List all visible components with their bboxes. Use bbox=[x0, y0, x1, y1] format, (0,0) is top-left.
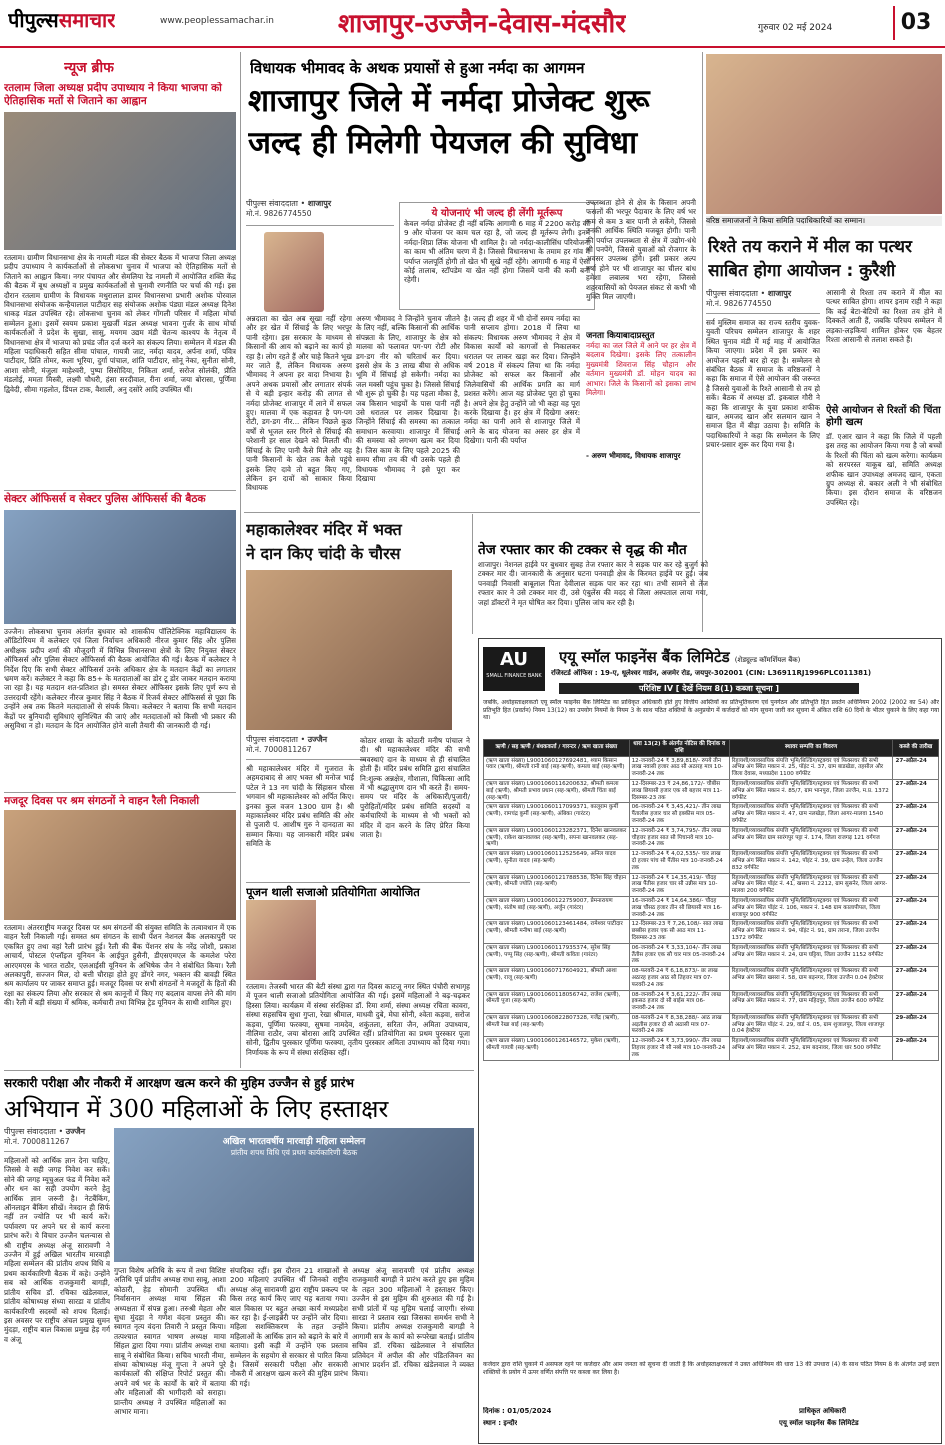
right-headline-line1[interactable]: रिश्ते तय कराने में मील का पत्थर bbox=[708, 237, 912, 257]
brief3-photo bbox=[4, 810, 236, 920]
banner-title: अखिल भारतवर्षीय मारवाड़ी महिला सम्मेलन bbox=[222, 1137, 366, 1147]
bottom-col3: संपादिका रहीं। इस दौरान 21 शाखाओं से 200 महिलाएं उपस्थित थीं जिनको राष्ट्रीय अध्यक्ष अंजू सारावणी द्वारा राष्ट्रीय प्रकल्प पर किस तरह कार्य किए जाए यह बताया गया। बाल विकास पर बहुत अच्छा कार्य मध्यप्रदेश कर रहा है। ई-लाइब्रेरी पर उन्होंने जोर दिया। महिला सशक्तिकरण के तहत उन्होंने महिलाओं के आर्थिक ज्ञान को बढ़ाने के बारे में बताया। इसी कड़ी में उन्होंने एक प्रस्ताव सम्मेलन के सहयोग से सरकार से पारित किया है। जिसमें सरकारी परीक्षा और सरकारी नौकरी में आरक्षण खत्म करने की मुहिम प्रारंभ की गई। bbox=[230, 1266, 348, 1388]
right-headline-line2[interactable]: साबित होगा आयोजन : कुरैशी bbox=[708, 261, 896, 281]
lead-byline: पीपुल्स संवाददाता • शाजापुर मो.नं. 9826774550 bbox=[246, 198, 394, 226]
cell-property: रिहायशी/व्यावसायिक संपत्ति भूमि/बिल्डिंग/स्ट्रक्चर एवं फिक्सचर की सभी अभिन्न अंग स्थित पॉइंट नं. 106, मकान नं. 148 ग्राम कालापीपल, जिला शाजापुर 900 वर्गफीट bbox=[729, 896, 893, 919]
col-borrower: ऋणी / सह ऋणी / बंधककर्ता / गारन्टर / ऋण खाता संख्या bbox=[484, 740, 630, 757]
bank-table-row bbox=[484, 873, 939, 896]
mahakal-col2: कोठार शाखा के कोठारी मनीष पांचाल ने दी। श्री महाकालेश्वर मंदिर की सभी व्यवस्थाएं दान के माध्यम से ही संचालित होती हैं। मंदिर प्रबंध समिति द्वारा संचालित नि:शुल्क अन्नक्षेत्र, गौशाला, चिकित्सा आदि में भी श्रद्धालुगण दान भी करते हैं। समय-समय पर मंदिर के अधिकारी/पुजारी/पुरोहितों/मंदिर प्रबंध समिति सदस्यों व कर्मचारियों के माध्यम से भी भक्तों को मंदिर में दान करने के लिए प्रेरित किया जाता है। bbox=[360, 736, 470, 840]
website-link[interactable]: www.peoplessamachar.in bbox=[160, 16, 274, 26]
cell-borrower: (ऋण खाता संख्या) L9001060116200632, श्रीमती कमला बाई (ऋणी), श्रीमती प्रभाव प्रधान (सह-ऋणी), श्रीमती चिंता बाई (सह-ऋणी) bbox=[484, 779, 630, 802]
plan-box bbox=[399, 202, 595, 310]
cell-notice: 12-जनवरी-24 ₹ 4,02,535/- चार लाख दो हजार पांच सौ पैंतीस मात्र 10-जनवरी-24 तक bbox=[629, 850, 729, 873]
lead-headline-line2[interactable]: जल्द ही मिलेगी पेयजल की सुविधा bbox=[248, 125, 638, 161]
col-date: कब्जे की तारीख bbox=[893, 740, 939, 757]
bank-table-row bbox=[484, 967, 939, 990]
cell-borrower: (ऋण खाता संख्या) L9001060121788538, दिनेश सिंह चौहान (ऋणी), श्रीमती ज्योति (सह-ऋणी) bbox=[484, 873, 630, 896]
bank-date: दिनांक : 01/05/2024 bbox=[483, 1407, 552, 1415]
masthead bbox=[0, 0, 945, 48]
cell-property: रिहायशी/व्यावसायिक संपत्ति भूमि/बिल्डिंग/स्ट्रक्चर एवं फिक्सचर की सभी अभिन्न अंग स्थित मकान नं. 77, ग्राम महिदपुर, जिला उज्जैन 600 वर्गफीट bbox=[729, 990, 893, 1013]
cell-notice: 08-फरवरी-24 ₹ 6,18,873/- छः लाख अठारह हजार आठ सौ तिहत्तर मात्र 07-फरवरी-24 तक bbox=[629, 967, 729, 990]
cell-date: 27-अप्रैल-24 bbox=[893, 850, 939, 873]
bank-table-row bbox=[484, 943, 939, 966]
cell-property: रिहायशी/व्यावसायिक संपत्ति भूमि/बिल्डिंग/स्ट्रक्चर एवं फिक्सचर की सभी अभिन्न अंग स्थित मकान नं. 94, पॉइंट नं. 91, ग्राम तराना, जिला उज्जैन 1372 वर्गफीट bbox=[729, 920, 893, 943]
cell-borrower: (ऋण खाता संख्या) L9001060123282371, दिनेश खानवलकर (ऋणी), राकेश खानवलकर (सह-ऋणी), सपना खानवलकर (सह-ऋणी) bbox=[484, 826, 630, 849]
lead-location: शाजापुर bbox=[307, 199, 332, 208]
right-photo bbox=[706, 54, 942, 214]
bottom-reporter: पीपुल्स संवाददाता bbox=[4, 1127, 56, 1136]
mahakal-col1: श्री महाकालेश्वर मंदिर में गुजरात के अहमदाबाद से आए भक्त श्री मनोज भाई पटेल ने 13 नग चांदी के सिंहासन चौरस भगवान श्री महाकालेश्वर को अर्पित किए। इनका कुल वजन 1300 ग्राम है। श्री महाकालेश्वर मंदिर प्रबंध समिति की ओर से पुजारी पं. आशीष गुरु ने दानदाता का सम्मान किया। यह जानकारी मंदिर प्रबंध समिति के bbox=[246, 764, 354, 849]
mahakal-location: उज्जैन bbox=[307, 735, 328, 744]
page-number: 03 bbox=[893, 6, 937, 40]
cell-borrower: (ऋण खाता संख्या) L9001060122759007, प्रेमनारायण (ऋणी), संतोष बाई (सह-ऋणी), अर्जुन (गारंटर) bbox=[484, 896, 630, 919]
bank-name bbox=[559, 647, 939, 667]
cell-date: 27-अप्रैल-24 bbox=[893, 873, 939, 896]
bank-logo-sub: SMALL FINANCE BANK bbox=[486, 673, 542, 679]
bank-footer: कर्जदार द्वारा राशि चुकाने में असफल रहने पर कर्जदार और आम जनता को सूचना दी जाती है कि अधोहस्ताक्षरकर्ता ने उक्त अधिनियम की धारा 13 की उपधारा (4) के साथ पठित नियम 8 के अंतर्गत उन्हें प्रदत्त शक्तियों के प्रयोग में ऊपर वर्णित संपत्ति पर कब्जा कर लिया है। bbox=[483, 1361, 939, 1376]
bank-appendix: परिशिष्ट IV [ देखें नियम 8(1) कब्जा सूचना ] bbox=[559, 683, 859, 694]
lead-story bbox=[244, 52, 698, 506]
bottom-col4: अध्यक्ष अंजू सारावणी एवं प्रांतीय अध्यक्ष राजकुमारी बागड़ी ने प्रारंभ करते हुए इस मुहिम के तहत 300 महिलाओं ने हस्ताक्षर किए। उज्जैन से इस मुहिम की शुरुआत की गई है। सभी प्रांतों में यह मुहिम चलाई जाएगी। संध्या सारडा ने प्रस्ताव रखा जिसका समर्थन सभी ने किया। प्रांतीय अध्यक्ष राजकुमारी बागड़ी ने आगामी सत्र के कार्य को रूपरेखा बताई। प्रांतीय सचिव डॉ. रचिका खंडेलवाल ने संचालित प्रतिवेदन में अपील की और पंडितजिवन का आभार प्रदर्शन डॉ. रचिका खंडेलवाल ने व्यक्त किया। bbox=[352, 1266, 474, 1379]
cell-date: 27-अप्रैल-24 bbox=[893, 920, 939, 943]
bank-officer-bank: एयू स्मॉल फाइनेंस बैंक लिमिटेड bbox=[779, 1419, 859, 1427]
mahakal-photo bbox=[246, 570, 452, 730]
bank-officer: प्राधिकृत अधिकारी bbox=[799, 1407, 847, 1415]
cell-borrower: (ऋण खाता संख्या) L9001060112525649, अनिल यादव (ऋणी), सुनीता यादव (सह-ऋणी) bbox=[484, 850, 630, 873]
cell-notice: 08-जनवरी-24 ₹ 3,61,222/- तीन लाख इकसठ हजार दो सौ बाईस मात्र 06-जनवरी-24 तक bbox=[629, 990, 729, 1013]
mahakal-headline-line2[interactable]: ने दान किए चांदी के चौरस bbox=[246, 544, 401, 563]
lead-mobile: मो.नं. 9826774550 bbox=[246, 209, 312, 218]
cell-notice: 12-जनवरी-24 ₹ 3,89,818/- रुपये तीन लाख नवासी हजार आठ सौ अठारह मात्र 10-जनवरी-24 तक bbox=[629, 756, 729, 779]
cell-date: 27-अप्रैल-24 bbox=[893, 779, 939, 802]
cell-notice: 12-जनवरी-24 ₹ 3,74,795/- तीन लाख चौहत्तर हजार सात सौ पिचानवे मात्र 10-जनवरी-24 तक bbox=[629, 826, 729, 849]
issue-date: गुरुवार 02 मई 2024 bbox=[758, 23, 833, 33]
cell-borrower: (ऋण खाता संख्या) L9001060127692481, श्याम किसान पवार (ऋणी), श्रीमती रानी बाई (सह-ऋणी), कमला बाई (सह-ऋणी) bbox=[484, 756, 630, 779]
right-location: शाजापुर bbox=[767, 289, 792, 298]
cell-date: 29-अप्रैल-24 bbox=[893, 1013, 939, 1036]
cell-date: 27-अप्रैल-24 bbox=[893, 896, 939, 919]
bank-reg-office: रजिस्टर्ड ऑफिस : 19-ए, धूलेश्वर गार्डन, अजमेर रोड, जयपुर-302001 (CIN: L36911RJ1996PLC011381) bbox=[551, 669, 872, 677]
cell-borrower: (ऋण खाता संख्या) L9001060822807328, गजेंद्र (ऋणी), श्रीमती रेखा बाई (सह-ऋणी) bbox=[484, 1013, 630, 1036]
cell-date: 27-अप्रैल-24 bbox=[893, 803, 939, 826]
lead-col1: अन्नदाता का खेत अब सूखा नहीं रहेगा और हर खेत में सिंचाई के लिए भरपूर पानी रहेगा। इस सरकार के माध्यम से किसानों की आय को बढ़ाने का कार्य हो रहा है। लोग रहते हैं और चाहे कितने भूख मर जाते हैं, लेकिन विधायक अरुण भीमावद ने अपना हर वादा निभाया है। अपने अथक प्रयासों और लगातार संपर्क से ये बड़ी इन्हार करोड़ की लागत से नर्मदा प्रोजेक्ट शाजापुर में लाने में सफल हुए। मालवा में एक कहावत है पग-पग रोटी, डग-डग नीर... लेकिन पिछले कुछ वर्षों से भूजल स्तर गिरने से सिंचाई की परेशानी हर साल देखने को मिलती थी। सिंचाई के लिए पानी कैसे मिले और यह पानी किसानों के खेत तक कैसे पहुंचे इसके लिए दावे तो बहुत किए गए, लेकिन इन दावों को साकार किया विधायक bbox=[246, 314, 352, 493]
bottom-location: उज्जैन bbox=[65, 1127, 86, 1136]
bank-table-row bbox=[484, 896, 939, 919]
bank-logo-top: AU bbox=[500, 649, 528, 670]
brief3-headline[interactable]: मजदूर दिवस पर श्रम संगठनों ने वाहन रैली निकाली bbox=[4, 792, 236, 808]
brief1-body: रतलाम। ग्रामीण विधानसभा क्षेत्र के नामली मंडल की सेक्टर बैठक में भाजपा जिला अध्यक्ष प्रदीप उपाध्याय ने कार्यकर्ताओं से लोकसभा चुनाव में भाजपा को ऐतिहासिक मतों से जिताने का आह्वान किया। नगर पंचायत और सेमलिया रेड नामली में आयोजित शक्ति केंद्र की बैठक में बूथ अध्यक्षों व प्रमुख कार्यकर्ताओं से चुनावी रणनीति पर चर्चा की गई। इस दौरान रतलाम ग्रामीण के विधायक मथुरालाल डामर विधानसभा प्रभारी अशोक पोरवाल विधानसभा संयोजक कन्हैयालाल पाटीदार सह संयोजक अशोक पंड्या मंडल अध्यक्ष दिनेश धाकड़ मंडल उपस्थित रहे। लोकसभा चुनाव को लेकर गोंगली परिसर में महिला मोर्चा सम्मेलन हुआ। इसमें स्वयम प्रकाश मुखर्जी मंडल अध्यक्ष भावना गुर्जर के साथ मोर्चा कार्यकर्ताओं ने प्रदेश के सुखा, सासु, मयगम उद्यम मंडी चेतन्य काश्यप के नेतृत्व में विधानसभा क्षेत्र में भाजपा को प्रचंड जीत दर्ज करने का संकल्प लिया। सम्मेलन में मंडल की महिला पदाधिकारी सहित सीमा पांचाल, गायत्री जाट, नर्मदा यादव, अर्पना शर्मा, पवित्र पाटीदार, प्रिति तोमर, कला भूरिया, दुर्गा पांचाल, शांति पाटीदार, सोनू नेका, सुनीता सोनी, आशा सोनी, मंजुला माहेश्वरी, पुष्पा सिसोदिया, निकिता शर्मा, सरोज सोलंकी, प्रीति मंडलोई, ममता मिस्त्री, लक्ष्मी चौधरी, हंसा सरदीवाल, रीना शर्मा, जया बोरासा, पूर्णिमा द्विवेदी, सीमा गहलोत, डिंपल टाक, वैशाली, अनु दसोरे आदि उपस्थित थीं। bbox=[4, 253, 236, 394]
lead-headline-line1[interactable]: शाजापुर जिले में नर्मदा प्रोजेक्ट शुरू bbox=[248, 83, 650, 119]
bank-table-row bbox=[484, 756, 939, 779]
cell-date: 27-अप्रैल-24 bbox=[893, 967, 939, 990]
cell-property: रिहायशी/व्यावसायिक संपत्ति भूमि/बिल्डिंग/स्ट्रक्चर एवं फिक्सचर की सभी अभिन्न अंग स्थित पॉइंट नं. 41, खसरा नं. 2212, ग्राम सुसनेर, जिला आगर-मालवा 200 वर्गफीट bbox=[729, 873, 893, 896]
plan-box-body: केवल नर्मदा प्रोजेक्ट ही नहीं बल्कि आगामी 6 माह में 2200 करोड़ की 9 और योजना पर काम चल रहा है, जो जल्द ही मूर्तरूप लेगी। इनमें नर्मदा-शिप्रा लिंक योजना भी शामिल है। जो नर्मदा-कालीसिंध परियोजना का काम भी अंतिम चरण में है। जिससे विधानसभा के तमाम हर गांव में पर्याप्त जलपूर्ति होगी तो खेत भी सूखे नहीं रहेंगे। आगामी 6 माह में ऐसा कोई तालाब, स्टॉपडेम या खेत नहीं होगा जिसमें पानी की कमी बनी रहेगी। bbox=[404, 219, 590, 285]
bank-table bbox=[483, 739, 939, 1061]
bank-place: स्थान : इन्दौर bbox=[483, 1419, 518, 1427]
bank-intro: जबकि, अधोहस्ताक्षरकर्ता एयू स्मॉल फाइनेंस बैंक लिमिटेड का प्राधिकृत अधिकारी होते हुए वित्तीय आस्तियों का प्रतिभूतिकरण एवं पुनर्गठन और प्रतिभूति हित प्रवर्तन अधिनियम 2002 (2002 का 54) और प्रतिभूति हित (प्रवर्तन) नियम 13(12) का उपयोग नियमों के नियम 3 के साथ पठित शक्तियों के अनुप्रयोग में कर्जदारों को मांग सूचना जारी कर सूचना में अंकित राशि 60 दिनों के भीतर चुकाने के लिए कहा गया था। bbox=[483, 699, 939, 721]
right-col2-body: आसानी से रिश्ता तय कराने में मील का पत्थर साबित होगा। शायर इनाम राही ने कहा कि कई बेटा-बेटियों का रिश्ता तय होने में दिक्कतें आती हैं, जबकि परिचय सम्मेलन में लड़का-लड़कियां शामिल होकर एक बेहतर रिश्ता आसानी से तलाश सकते हैं। bbox=[826, 288, 942, 345]
bank-table-row bbox=[484, 803, 939, 826]
right-col2 bbox=[826, 288, 942, 630]
cell-date: 27-अप्रैल-24 bbox=[893, 756, 939, 779]
bank-table-row bbox=[484, 850, 939, 873]
lead-col4-subhead: जनता कियाबादाप्रस्तुत bbox=[586, 331, 655, 341]
brief2-headline[interactable]: सेक्टर ऑफिसर्स व सेक्टर पुलिस ऑफिसर्स की बैठक bbox=[4, 490, 236, 506]
right-byline: पीपुल्स संवाददाता • शाजापुर मो.नं. 9826774550 bbox=[706, 288, 820, 314]
cell-property: रिहायशी/व्यावसायिक संपत्ति भूमि/बिल्डिंग/स्ट्रक्चर एवं फिक्सचर की सभी अभिन्न अंग स्थित मकान नं. 142, पॉइंट नं. 39, ग्राम उन्हेल, जिला उज्जैन 832 वर्गफीट bbox=[729, 850, 893, 873]
cell-notice: 12-दिसम्बर-23 ₹ 24,86,172/- चौबीस लाख छियासी हजार एक सौ बहत्तर मात्र 11-दिसम्बर-23 तक bbox=[629, 779, 729, 802]
cell-property: रिहायशी/व्यावसायिक संपत्ति भूमि/बिल्डिंग/स्ट्रक्चर एवं फिक्सचर की सभी अभिन्न अंग स्थित मकान नं. 25, पॉइंट नं. 37, ग्राम बाडखेडा, तहसील और जिला देवास, मध्यप्रदेश 1100 वर्गफीट bbox=[729, 756, 893, 779]
bottom-col2: गुप्ता विशेष अतिथि के रूप में तथा विशिष्ट अतिथि पूर्व प्रांतीय अध्यक्ष राधा साबू, आशा कोठारी, हेड़ सोमानी उपस्थित थीं। निर्वासनान अध्यक्ष माया सिंहल की अध्यक्षता में संपन्न हुआ। तरुश्री मेहता और सुधा मुंदड़ा ने गणेश वंदना प्रस्तुत की। स्वागत नृत्य वंदना तिवारी ने प्रस्तुत किया। तत्पश्चात स्वागत भाषण अध्यक्ष माया सिंहल द्वारा दिया गया। प्रांतीय अध्यक्ष राधा साबू ने संबोधित किया। सचिव भारती नीमा, संध्या कोषाध्यक्ष मंजू गुप्ता ने अपने पूरे कार्यकालों की संक्षिप्त रिपोर्ट प्रस्तुत की। अपने वर्ष भर के कार्यों के बारे में बताया और महिलाओं की भागीदारी को सराहा। प्रान्तीय अध्यक्ष ने उपस्थित महिलाओं का आभार माना। bbox=[114, 1266, 226, 1417]
bottom-headline[interactable]: अभियान में 300 महिलाओं के लिए हस्ताक्षर bbox=[4, 1095, 389, 1123]
cell-property: रिहायशी/व्यावसायिक संपत्ति भूमि/बिल्डिंग/स्ट्रक्चर एवं फिक्सचर की सभी अभिन्न अंग स्थित खसरा नं. 58, ग्राम बड़नगर, जिला उज्जैन 0.04 हेक्टेयर bbox=[729, 967, 893, 990]
bank-name-text: एयू स्मॉल फाइनेंस बैंक लिमिटेड bbox=[559, 648, 730, 666]
bottom-mobile: मो.नं. 7000811267 bbox=[4, 1137, 70, 1146]
cell-notice: 06-जनवरी-24 ₹ 3,33,104/- तीन लाख तैंतीस हजार एक सौ चार मात्र 05-जनवरी-24 तक bbox=[629, 943, 729, 966]
bank-table-row bbox=[484, 920, 939, 943]
mahakal-byline: पीपुल्स संवाददाता • उज्जैन मो.नं. 7000811267 bbox=[246, 734, 366, 760]
cell-property: रिहायशी/व्यावसायिक संपत्ति भूमि/बिल्डिंग/स्ट्रक्चर एवं फिक्सचर की सभी अभिन्न अंग स्थित ग्राम सारंगपुर पट्टा नं. 174, जिला राजगढ़ 121 वर्गगज bbox=[729, 826, 893, 849]
lead-quote-author: - अरुण भीमावद, विधायक शाजापुर bbox=[586, 451, 681, 460]
cell-notice: 12-जनवरी-24 ₹ 3,73,990/- तीन लाख तिहत्तर हजार नौ सौ नब्बे मात्र 10-जनवरी-24 तक bbox=[629, 1037, 729, 1060]
cell-notice: 12-जनवरी-24 ₹ 14,35,419/- चौदह लाख पैंतीस हजार चार सौ उन्नीस मात्र 10-जनवरी-24 तक bbox=[629, 873, 729, 896]
bottom-byline: पीपुल्स संवाददाता • उज्जैन मो.नं. 7000811267 bbox=[4, 1126, 110, 1152]
logo-accent: समाचार bbox=[58, 8, 116, 32]
news-brief-column bbox=[4, 52, 236, 788]
brief3-body: रतलाम। अंतरराष्ट्रीय मजदूर दिवस पर श्रम संगठनों की संयुक्त समिति के तत्वावधान में एक वाहन रैली निकाली गई। समस्त श्रम संगठन के साथी पेंशन नेशनल बैंक अलकापुरी पर एकत्रित हुए तथा वहां रैली प्रारंभ हुई। रैली की बैंक पेंशनर संघ के नरेंद्र जोशी, प्रकाश आचार्य, पोस्टल एंप्लॉइज यूनियन के आईपुत हुसैनी, डीएसएमएल के कमलेश परेरा आरएमएस के भारत राठौर, एलआईसी यूनियन के अभिषेक जैन ने संबोधित किया। रैली अलकापुरी, सज्जन मिल, दो बत्ती चौराहा होते हुए डोंगरे नगर, भक्तन की बावड़ी स्थित श्रम कार्यालय पर जाकर समाप्त हुई। मजदूर दिवस पर सभी संगठनों ने मजदूरों के हितों की रक्षा का संकल्प लिया और सरकार से श्रम कानूनों में किए गए बदलाव वापस लेने की मांग की। रैली में बड़ी संख्या में श्रमिक, कर्मचारी तथा विभिन्न ट्रेड यूनियन के साथी शामिल हुए। bbox=[4, 923, 236, 1008]
lead-col3: है। जल्द ही शहर में भी दोनों समय नर्मदा का पानी सप्लाय होगा। 2018 में लिया था संकल्प: विधायक अरुण भीमावद ने क्षेत्र में विकास कार्यों को कागजों से निकालकर धरातल पर लाकर खड़ा कर दिया। जिन्होंने वर्ष 2018 में संकल्प लिया था कि नर्मदा प्रोजेक्ट को सफल कर किसानों और जिलेवासियों की आर्थिक प्रगति का मार्ग प्रशस्त करेंगे। आज यह प्रोजेक्ट पूरा हो चुका है। अपने क्षेत्र हेतु उन्होंने जो भी कहा वह पूरा करके दिखाया है। हर क्षेत्र में दिखेगा असर: नर्मदा का पानी आने से शाजापुर जिले में आने के बाद योजना का असर हर क्षेत्र में दिखेगा। पानी की पर्याप्त bbox=[464, 314, 580, 446]
right-subhead: ऐसे आयोजन से रिश्तों की चिंता होगी खत्म bbox=[826, 405, 941, 428]
cell-borrower: (ऋण खाता संख्या) L9001060118056742, राजेश (ऋणी), श्रीमती पूजा (सह-ऋणी) bbox=[484, 990, 630, 1013]
accident-headline[interactable]: तेज रफ्तार कार की टक्कर से वृद्ध की मौत bbox=[478, 542, 687, 558]
right-mobile: मो.नं. 9826774550 bbox=[706, 299, 772, 308]
bank-logo[interactable] bbox=[483, 647, 545, 691]
lead-col4 bbox=[586, 198, 696, 504]
newspaper-logo[interactable] bbox=[8, 6, 115, 33]
cell-property: रिहायशी/व्यावसायिक संपत्ति भूमि/बिल्डिंग/स्ट्रक्चर एवं फिक्सचर की सभी अभिन्न अंग स्थित मकान नं. 24, ग्राम घट्टिया, जिला उज्जैन 1152 वर्गफीट bbox=[729, 943, 893, 966]
divider-bottom bbox=[4, 1070, 474, 1071]
cell-property: रिहायशी/व्यावसायिक संपत्ति भूमि/बिल्डिंग/स्ट्रक्चर एवं फिक्सचर की सभी अभिन्न अंग स्थित मकान नं. 47, ग्राम नलखेड़ा, जिला आगर-मालवा 1540 वर्गफीट bbox=[729, 803, 893, 826]
cell-notice: 08-फरवरी-24 ₹ 8,38,288/- आठ लाख अड़तीस हजार दो सौ अठासी मात्र 07-फरवरी-24 तक bbox=[629, 1013, 729, 1036]
bank-table-row bbox=[484, 1013, 939, 1036]
right-col2-tail: डॉ. एआर खान ने कहा कि जिले में पहली इस तरह का आयोजन किया गया है जो बच्चों के रिश्तों की चिंता को खत्म करेगा। कार्यक्रम को सरपरस्त याकूब खां, समिति अध्यक्ष शफीक खान उपाध्यक्ष अमजद खान, एकता ग्रुप अध्यक्ष से. बकार अली ने भी संबोधित किया। इस दौरान समाज के वरिष्ठजन उपस्थित रहे। bbox=[826, 432, 942, 507]
cell-borrower: (ऋण खाता संख्या) L9001060117935374, सुरेश सिंह (ऋणी), पप्पू सिंह (सह-ऋणी), श्रीमती कविता (गारंटर) bbox=[484, 943, 630, 966]
bank-table-row bbox=[484, 826, 939, 849]
cell-borrower: (ऋण खाता संख्या) L9001060717604921, श्रीमती आशा (ऋणी), राजू (सह-ऋणी) bbox=[484, 967, 630, 990]
bank-table-body bbox=[484, 756, 939, 1060]
puja-headline[interactable]: पूजन थाली सजाओ प्रतियोगिता आयोजित bbox=[246, 882, 470, 900]
cell-property: रिहायशी/व्यावसायिक संपत्ति भूमि/बिल्डिंग/स्ट्रक्चर एवं फिक्सचर की सभी अभिन्न अंग स्थित मकान नं. 85/7, ग्राम भानपुरा, जिला उज्जैन, म.प्र. 1372 वर्गफीट bbox=[729, 779, 893, 802]
cell-notice: 06-जनवरी-24 ₹ 3,45,421/- तीन लाख पैंतालीस हजार चार सौ इक्कीस मात्र 05-जनवरी-24 तक bbox=[629, 803, 729, 826]
mahakal-headline-line1[interactable]: महाकालेश्वर मंदिर में भक्त bbox=[246, 520, 402, 539]
mla-photo bbox=[264, 232, 324, 312]
lead-col2: अरुण भीमावद ने जिन्होंने चुनाव जीतने के लिए नहीं, बल्कि किसानों की आर्थिक संपन्नता के लिए, शाजापुर के क्षेत्र को मालवा को फलावत पग-पग रोटी और डग-डग नीर को चरितार्थ कर दिया। इससे क्षेत्र के 3 लाख बीघा से अधिक भूमि में सिंचाई हो सकेगी। नर्मदा का जल मक्सी पहुंच चुका है। जिससे सिंचाई भी शुरू हो चुकी है। यह पहला मौका है, जब किसान भाइयों के पास पानी नहीं उसे धरातल पर लाकर दिखाया है। जिन्होंने सिंचाई की समस्या का तत्काल समाधान करवाया। शाजापुर में सिंचाई की समस्या को लगभग खत्म कर दिया है। जिस काम के लिए पहले 2025 की समय सीमा तय की थी उसके पहले ही विधायक भीमावद ने इसे पूरा कर दिखाया bbox=[356, 314, 460, 483]
bottom-photo bbox=[114, 1128, 474, 1262]
cell-notice: 16-जनवरी-24 ₹ 14,64,386/- चौदह लाख चौंसठ हजार तीन सौ छियासी मात्र 16-जनवरी-24 तक bbox=[629, 896, 729, 919]
puja-body: रतलाम। तेजस्वी भारत की बेटी संस्था द्वारा गत दिवस काटजू नगर स्थित पंचौरी सभागृह में पूजन थाली सजाओ प्रतियोगिता आयोजित की गई। इसमें महिलाओं ने बढ़-चढ़कर हिस्सा लिया। कार्यक्रम में संस्था संरक्षिका डॉ. रिमा शर्मा, संस्था अध्यक्ष रचिता कावरा, संस्था सहसचिव सुधा गुप्ता, रेखा श्रीमाल, माधवी दुबे, मेघा सोनी, श्वेता कड़वा, सरोज कड़वा, पूर्णिमा फरक्या, सुषमा नामदेव, शकुंतला, सरिता जैन, अमिता उपाध्याय, नीलिमा राठौर, जया बोरासा आदि उपस्थित रहीं। प्रतियोगिता का प्रथम पुरस्कार पूजा सोनी, द्वितीय पुरस्कार पूर्णिमा फरक्या, तृतीय पुरस्कार अमिता उपाध्याय को दिया गया। निर्णायक के रूप में संस्था संरक्षिका रहीं। bbox=[246, 982, 470, 1057]
brief2-photo bbox=[4, 510, 236, 624]
news-brief-label: न्यूज ब्रीफ bbox=[64, 60, 114, 76]
right-photo-caption: वरिष्ठ समाजजनों ने किया समिति पदाधिकारियों का सम्मान। bbox=[706, 216, 942, 226]
col-notice: धारा 13(2) के अंतर्गत नोटिस की दिनांक व राशि bbox=[629, 740, 729, 757]
bottom-kicker: सरकारी परीक्षा और नौकरी में आरक्षण खत्म करने की मुहिम उज्जैन से हुई प्रारंभ bbox=[4, 1076, 354, 1090]
mahakal-mobile: मो.नं. 7000811267 bbox=[246, 745, 312, 754]
lead-col4-tail: नर्मदा का जल जिले में आने पर हर क्षेत्र में बदलाव दिखेगा। इसके लिए तत्कालीन मुख्यमंत्री शिवराज सिंह चौहान और वर्तमान मुख्यमंत्री डॉ. मोहन यादव का आभार। जिले के किसानों को इसका लाभ मिलेगा। bbox=[586, 341, 696, 398]
bank-name-tag: (शेड्यूल्ड कॉमर्शियल बैंक) bbox=[734, 656, 801, 664]
logo-main: पीपुल्स bbox=[8, 8, 59, 32]
cell-date: 27-अप्रैल-24 bbox=[893, 826, 939, 849]
bank-table-wrap bbox=[483, 739, 939, 1359]
bank-table-row bbox=[484, 779, 939, 802]
lead-kicker: विधायक भीमावद के अथक प्रयासों से हुआ नर्मदा का आगमन bbox=[250, 59, 585, 77]
bank-table-row bbox=[484, 990, 939, 1013]
banner-sub: प्रांतीय शपथ विधि एवं प्रथम कार्यकारिणी बैठक bbox=[230, 1148, 358, 1157]
brief2-body: उज्जैन। लोकसभा चुनाव अंतर्गत बुधवार को शासकीय पॉलिटेक्निक महाविद्यालय के ऑडिटोरियम में कलेक्टर एवं जिला निर्वाचन अधिकारी नीरज कुमार सिंह और पुलिस अधीक्षक प्रदीप शर्मा की मौजूदगी में विभिन्न विधानसभा क्षेत्रों के लिए नियुक्त सेक्टर ऑफिसर्स और पुलिस सेक्टर ऑफिसर्स की बैठक आयोजित की गई। बैठक में कलेक्टर ने निर्देश दिए कि सभी सेक्टर ऑफिसर्स उनके अधिकार क्षेत्र के मतदान केंद्रों का लगातार भ्रमण करें। कलेक्टर ने कहा कि 85+ के मतदाताओं का डोर टू डोर जाकर मतदान कराया जा रहा है। यह मतदान शत-प्रतिशत हो। समस्त सेक्टर ऑफिसर इसके लिए पूर्ण रूप से उत्तरदायी रहेंगे। कलेक्टर नीरज कुमार सिंह ने बैठक में रिजर्व सेक्टर ऑफिसर्स से पूछा कि उन्होंने अब तक कितने मतदाताओं से संपर्क किया। कलेक्टर ने बताया कि सभी मतदान केंद्रों पर बुनियादी सुविधाएं सुनिश्चित की जाएं और मतदाताओं को किसी भी प्रकार की असुविधा न हो। मतदान के दिन आयोजित होने वाली तैयारी की जानकारी दी गई। bbox=[4, 627, 236, 731]
cell-date: 27-अप्रैल-24 bbox=[893, 943, 939, 966]
cell-borrower: (ऋण खाता संख्या) L9001060126146572, मुकेश (ऋणी), श्रीमती गायत्री (सह-ऋणी) bbox=[484, 1037, 630, 1060]
plan-box-title: ये योजनाएं भी जल्द ही लेंगी मूर्तरूप bbox=[431, 208, 563, 219]
mahakal-reporter: पीपुल्स संवाददाता bbox=[246, 735, 298, 744]
cell-borrower: (ऋण खाता संख्या) L9001060123461484, रामेश्वर पाटीदार (ऋणी), श्रीमती मनीषा बाई (सह-ऋणी) bbox=[484, 920, 630, 943]
right-reporter: पीपुल्स संवाददाता bbox=[706, 289, 758, 298]
section-title: शाजापुर-उज्जैन-देवास-मंदसौर bbox=[338, 9, 626, 39]
right-col1: सर्व मुस्लिम समाज का राज्य स्तरीय युवक-युवती परिचय सम्मेलन शाजापुर के शहर स्थित चुनाव मंडी में मई माह में आयोजित किया जाएगा। प्रदेश में इस प्रकार का आयोजन पहली बार हो रहा है। सम्मेलन से संबंधित बैठक में समाज के वरिष्ठजनों ने कहा कि समाज में ऐसे आयोजन की जरूरत है जिससे युवाओं के रिश्ते आसानी से तय हो सकें। बैठक में अध्यक्ष डॉ. इकबाल गौरी ने कहा कि शाजापुर के युवा प्रकाश शफीक खान, अमजद खान और सलमान खान ने समाज हित में बीड़ा उठाया है। समिति के पदाधिकारियों ने कहा कि सम्मेलन के लिए प्रचार-प्रसार शुरू कर दिया गया है। bbox=[706, 318, 820, 450]
bottom-col1: महिलाओं को आर्थिक ज्ञान देना चाहिए, जिससे वे सही जगह निवेश कर सकें। सोने की जगह म्यूचुअल फंड में निवेश करें और धन का सही उपयोग करने हेतु आर्थिक ज्ञान जरूरी है। नेटबैंकिंग, ऑनलाइन बैंकिंग सीखें। नेत्रदान ही सिर्फ नहीं तन ज्योति पर भी कार्य करें। पर्यावरण पर अपने घर से कार्य करना प्रारंभ करें। ये विचार उज्जैन चलन्यास से श्री राष्ट्रीय अध्यक्ष अंजू सारावणी ने उज्जैन में हुई अखिल भारतीय मारवाड़ी महिला सम्मेलन की प्रांतीय शपथ विधि व प्रथम कार्यकारिणी बैठक में कहे। उन्होंने सब को आर्थिक राजकुमारी बागड़ी, प्रांतीय सचिव डॉ. रचिका खंडेलवाल, प्रांतीय कोषाध्यक्ष संध्या सारडा व प्रांतीय कार्यकारिणी सदस्यों को शपथ दिलाई। इस अवसर पर राष्ट्रीय अंचल प्रमुख सुमन मुंदड़ा, राष्ट्रीय बाल विकास प्रमुख हेड़ गर्ग व अंजू bbox=[4, 1156, 110, 1344]
puja-photo bbox=[246, 900, 316, 980]
lead-reporter: पीपुल्स संवाददाता bbox=[246, 199, 298, 208]
cell-property: रिहायशी/व्यावसायिक संपत्ति भूमि/बिल्डिंग/स्ट्रक्चर एवं फिक्सचर की सभी अभिन्न अंग स्थित पॉइंट नं. 29, वार्ड नं. 05, ग्राम शुजालपुर, जिला शाजापुर 0.04 हेक्टेयर bbox=[729, 1013, 893, 1036]
bank-table-header bbox=[484, 740, 939, 757]
divider-acc bbox=[472, 514, 473, 634]
col-property: स्थावर सम्पत्ति का विवरण bbox=[729, 740, 893, 757]
divider-left bbox=[240, 52, 241, 1068]
accident-body: शाजापुर। नेशनल हाईवे पर बुधवार सुबह तेज रफ्तार कार ने सड़क पार कर रहे बुजुर्ग को टक्कर मार दी। जानकारी के अनुसार घटना पनवाड़ी क्षेत्र के किरमत हाईवे पर हुई। जब पनवाड़ी निवासी बाबूलाल पिता देवीलाल सड़क पार कर रहा था। तभी सामने से तेज रफ्तार कार ने उसे टक्कर मार दी, उसे एंबुलेंस की मदद से जिला अस्पताल लाया गया, जहां डॉक्टरों ने मृत घोषित कर दिया। पुलिस जांच कर रही है। bbox=[478, 560, 708, 607]
brief1-photo bbox=[4, 112, 236, 250]
divider-mid bbox=[244, 512, 700, 513]
bank-table-row bbox=[484, 1037, 939, 1060]
bank-notice bbox=[478, 638, 942, 1444]
cell-date: 27-अप्रैल-24 bbox=[893, 990, 939, 1013]
brief1-headline[interactable]: रतलाम जिला अध्यक्ष प्रदीप उपाध्याय ने किया भाजपा को ऐतिहासिक मतों से जिताने का आह्वान bbox=[4, 82, 222, 107]
cell-borrower: (ऋण खाता संख्या) L9001060117099371, कालूराम कुर्मी (ऋणी), रामचंद्र कुर्मी (सह-ऋणी), अंबिका (गारंटर) bbox=[484, 803, 630, 826]
cell-date: 29-अप्रैल-24 bbox=[893, 1037, 939, 1060]
cell-notice: 12-दिसम्बर-23 ₹ 7,26,108/- सात लाख छब्बीस हजार एक सौ आठ मात्र 11-दिसम्बर-23 तक bbox=[629, 920, 729, 943]
cell-property: रिहायशी/व्यावसायिक संपत्ति भूमि/बिल्डिंग/स्ट्रक्चर एवं फिक्सचर की सभी अभिन्न अंग स्थित मकान नं. 252, ग्राम बदनावर, जिला धार 500 वर्गफीट bbox=[729, 1037, 893, 1060]
lead-col4-body: उपलब्धता होने से क्षेत्र के किसान अपनी फसलों की भरपूर पैदावार के लिए वर्ष भर कम से कम 3 बार पानी ले सकेंगे, जिससे उनकी आर्थिक स्थिति मजबूत होगी। पानी की पर्याप्त उपलब्धता से क्षेत्र में उद्योग-धंधे भी पनपेंगे, जिससे युवाओं को रोजगार के अवसर उपलब्ध होंगे। इसी प्रकार अल्प वर्षा होने पर भी शाजापुर का चीलर बांध हमेशा लबालब भरा रहेगा, जिससे शहरवासियों को पेयजल संकट से कभी भी मुक्ति मिल जाएगी। bbox=[586, 198, 696, 302]
